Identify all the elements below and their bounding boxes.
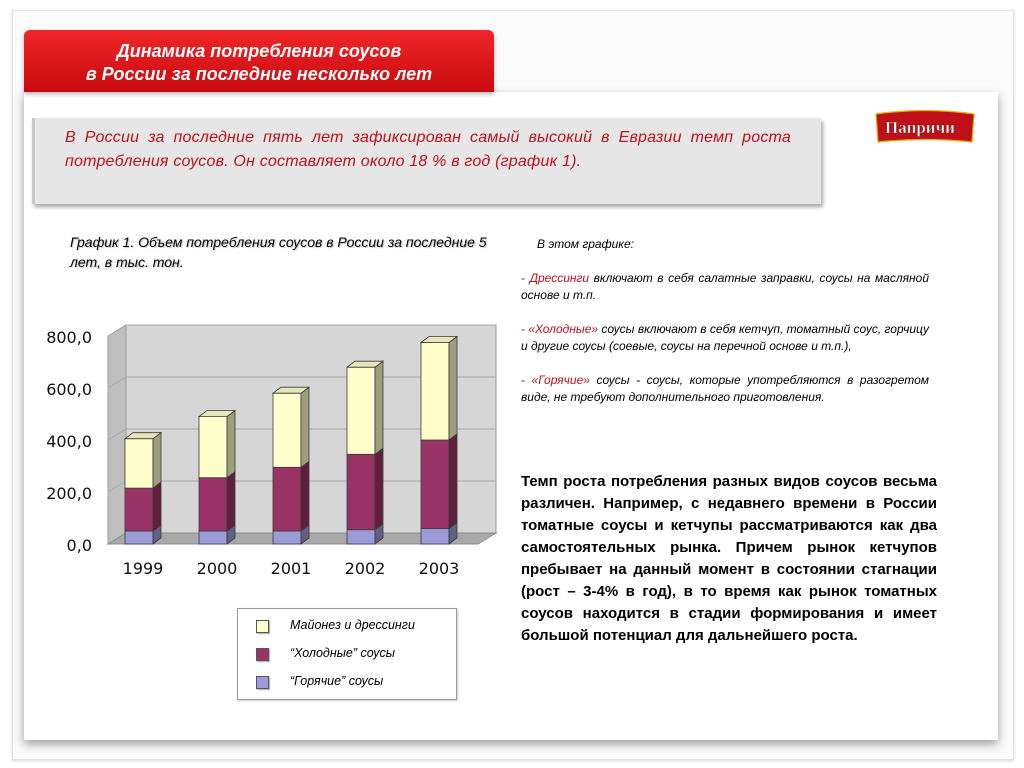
x-tick-label-1999: 1999 [122, 559, 164, 578]
bar-side-2000-2 [227, 411, 235, 478]
bar-side-1999-2 [153, 433, 161, 488]
note-hot-prefix: - [521, 373, 532, 387]
page-title-line-2: в России за последние несколько лет [85, 64, 433, 84]
y-tick-label: 200,0 [46, 484, 92, 503]
stacked-bar-chart [30, 308, 500, 588]
bar-segment-2000-0 [199, 531, 227, 544]
legend-label-cold-sauces: “Холодные” соусы [290, 646, 395, 660]
bar-segment-2003-1 [421, 440, 449, 528]
intro-panel [32, 118, 821, 204]
bar-segment-2000-1 [199, 478, 227, 531]
chart-notes [521, 236, 929, 406]
note-cold-prefix: - [521, 322, 529, 336]
note-cold-term: «Холодные» [528, 322, 599, 336]
legend-swatch-hot-sauces [256, 676, 269, 689]
note-hot [521, 372, 929, 406]
bar-segment-1999-1 [125, 488, 153, 531]
note-cold-text: соусы включают в себя кетчуп, томатный соус, горчицу и другие соусы (соевые, соусы на перечной основе и т.п.), [521, 322, 929, 353]
x-tick-label-2003: 2003 [418, 559, 460, 578]
bar-segment-1999-2 [125, 439, 153, 488]
note-dressings-text: включают в себя салатные заправки, соусы на масляной основе и т.п. [521, 271, 929, 302]
y-tick-label: 400,0 [46, 432, 92, 451]
note-hot-term: «Горячие» [531, 373, 590, 387]
bar-stack-2002 [347, 361, 383, 544]
y-tick-label: 0,0 [66, 536, 92, 555]
bar-side-2003-2 [449, 337, 457, 441]
bar-side-2001-2 [301, 387, 309, 467]
bar-side-2000-1 [227, 472, 235, 531]
bar-side-2002-1 [375, 448, 383, 529]
chart-title: График 1. Объем потребления соусов в России за последние 5 лет, в тыс. тон. [70, 234, 487, 270]
note-hot-text: соусы - соусы, которые употребляются в разогретом виде, не требуют дополнительного приготовления. [521, 373, 929, 404]
bar-stack-1999 [125, 433, 161, 544]
bar-segment-2000-2 [199, 417, 227, 478]
bar-segment-2001-2 [273, 393, 301, 467]
logo-registered-mark: ® [968, 113, 974, 122]
y-tick-label: 600,0 [46, 380, 92, 399]
logo-text: Папричи [885, 118, 955, 137]
paprichi-logo [872, 108, 978, 146]
legend-swatch-cold-sauces [256, 648, 269, 661]
bar-side-1999-1 [153, 482, 161, 531]
bar-stack-2003 [421, 337, 457, 545]
bar-stack-2000 [199, 411, 235, 544]
bar-segment-1999-0 [125, 531, 153, 544]
x-tick-label-2000: 2000 [196, 559, 238, 578]
bar-side-2002-2 [375, 361, 383, 454]
legend-label-hot-sauces: “Горячие” соусы [290, 674, 384, 688]
bar-side-2001-1 [301, 461, 309, 531]
title-banner [24, 30, 494, 92]
bar-stack-2001 [273, 387, 309, 544]
bar-segment-2003-0 [421, 528, 449, 544]
bar-segment-2001-0 [273, 531, 301, 544]
bar-segment-2002-0 [347, 530, 375, 544]
intro-text: В России за последние пять лет зафиксирован самый высокий в Евразии темп роста потребления соусов. Он составляет около 18 % в год (график 1). [65, 129, 791, 170]
bar-segment-2002-1 [347, 454, 375, 529]
legend-label-mayonnaise: Майонез и дрессинги [290, 618, 415, 632]
notes-heading: В этом графике: [537, 237, 634, 251]
bar-segment-2003-2 [421, 343, 449, 441]
bar-side-2003-1 [449, 434, 457, 528]
bar-segment-2002-2 [347, 367, 375, 454]
bar-segment-2001-1 [273, 467, 301, 531]
note-dressings-prefix: - [521, 271, 530, 285]
y-tick-label: 800,0 [46, 328, 92, 347]
legend-swatch-mayonnaise [256, 620, 269, 633]
body-paragraph: Темп роста потребления разных видов соусов весьма различен. Например, с недавнего времени в России томатные соусы и кетчупы рассматриваются как два самостоятельных рынка. Причем рынок кетчупов пребывает на данный момент в состоянии стагнации (рост – 3-4% в год), в то время как рынок томатных соусов находится в стадии формирования и имеет большой потенциал для дальнейшего роста. [521, 473, 937, 644]
x-tick-label-2001: 2001 [270, 559, 312, 578]
note-dressings [521, 270, 929, 304]
note-cold [521, 321, 929, 355]
page-title-line-1: Динамика потребления соусов [116, 41, 402, 61]
chart-legend [237, 608, 457, 700]
note-dressings-term: Дрессинги [529, 271, 590, 285]
x-tick-label-2002: 2002 [344, 559, 386, 578]
